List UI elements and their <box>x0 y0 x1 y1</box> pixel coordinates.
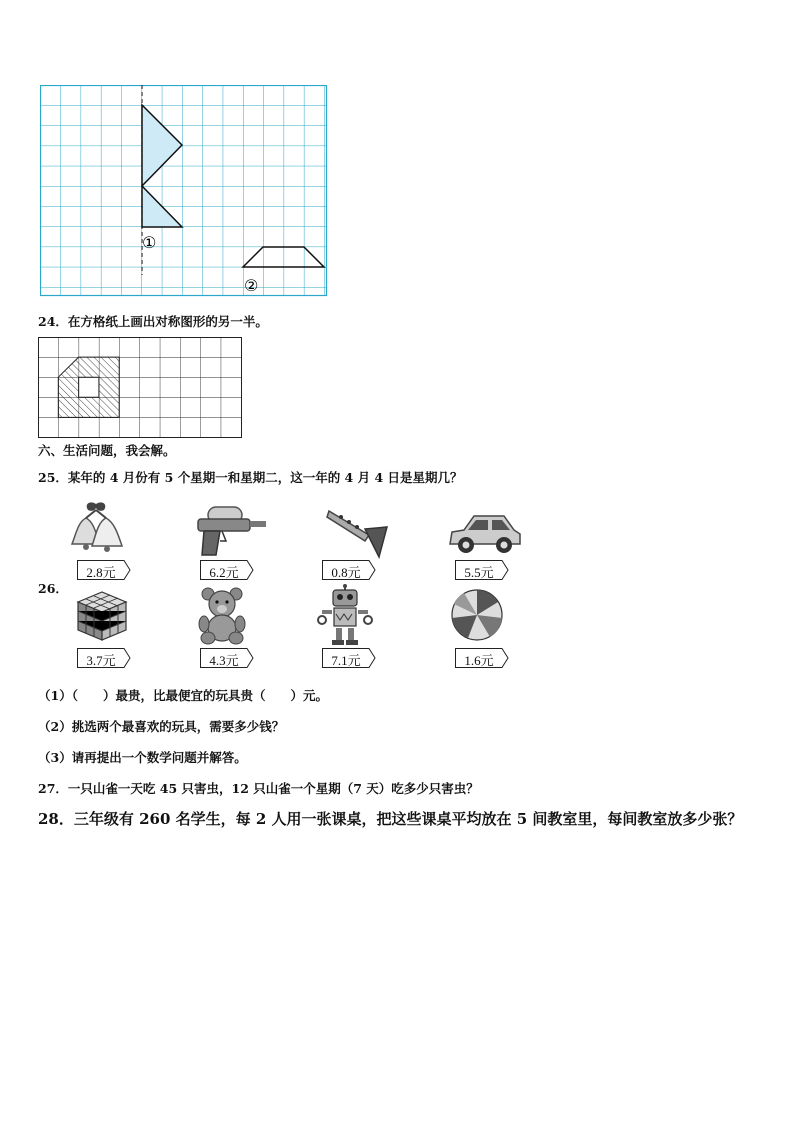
price-tag-car <box>455 560 509 580</box>
question-24: 24．在方格纸上画出对称图形的另一半。 <box>38 314 268 329</box>
question-26-number: 26． <box>38 581 68 596</box>
price-car: 5.5元 <box>464 565 494 580</box>
question-28: 28．三年级有 260 名学生，每 2 人用一张课桌，把这些课桌平均放在 5 间教室里，每间教室放多少张？ <box>38 810 743 828</box>
price-tag-teddy-bear <box>200 648 254 668</box>
price-bells: 2.8元 <box>86 565 116 580</box>
section-6-title: 六、生活问题，我会解。 <box>38 443 176 458</box>
question-26-sub1: （1）（ ）最贵，比最便宜的玩具贵（ ）元。 <box>38 688 328 703</box>
shape-label-2: ② <box>244 276 259 295</box>
price-robot: 7.1元 <box>331 653 361 668</box>
robot-icon <box>316 584 374 646</box>
rubik-cube-icon <box>72 590 132 642</box>
price-tag-rubik-cube <box>77 648 131 668</box>
price-ball: 1.6元 <box>464 653 494 668</box>
teddy-bear-icon <box>198 586 246 646</box>
question-26-sub3: （3）请再提出一个数学问题并解答。 <box>38 750 247 765</box>
ball-icon <box>450 588 504 642</box>
price-tag-trumpet <box>322 560 376 580</box>
price-tag-bells <box>77 560 131 580</box>
symmetry-grid <box>40 85 328 297</box>
question-27: 27．一只山雀一天吃 45 只害虫，12 只山雀一个星期（7 天）吃多少只害虫？ <box>38 781 479 796</box>
question-26-sub2: （2）挑选两个最喜欢的玩具，需要多少钱？ <box>38 719 285 734</box>
shape-label-1: ① <box>142 233 157 252</box>
water-gun-icon <box>190 505 270 557</box>
price-rubik-cube: 3.7元 <box>86 653 116 668</box>
question-25: 25．某年的 4 月份有 5 个星期一和星期二，这一年的 4 月 4 日是星期几？ <box>38 470 463 485</box>
price-tag-robot <box>322 648 376 668</box>
bells-icon <box>66 500 128 556</box>
price-tag-ball <box>455 648 509 668</box>
trumpet-icon <box>325 505 393 559</box>
price-teddy-bear: 4.3元 <box>209 653 239 668</box>
car-icon <box>446 510 524 556</box>
price-tag-water-gun <box>200 560 254 580</box>
hatched-grid <box>38 337 244 439</box>
price-trumpet: 0.8元 <box>331 565 361 580</box>
price-water-gun: 6.2元 <box>209 565 239 580</box>
